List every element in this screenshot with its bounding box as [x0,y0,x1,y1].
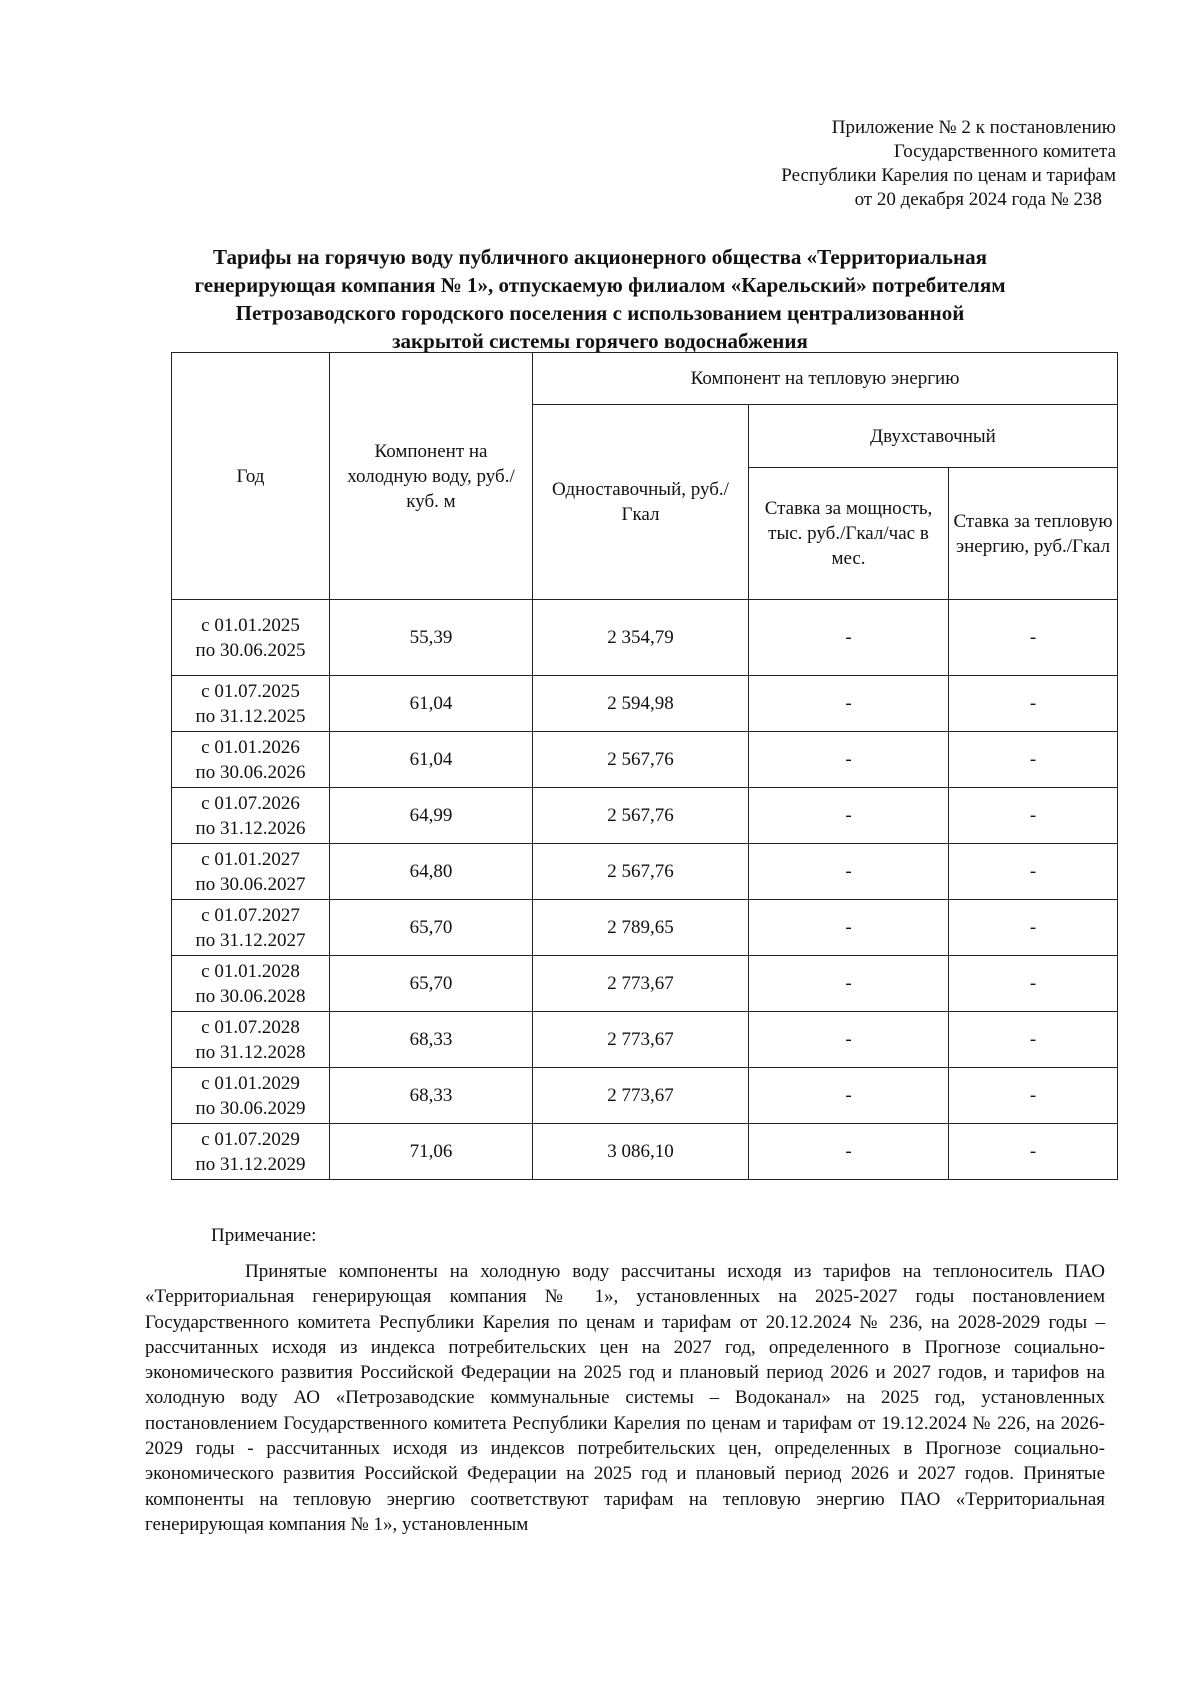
table-row [172,676,1118,732]
cold-water-cell: 61,04 [330,676,533,732]
capacity-rate-cell: - [749,956,949,1012]
capacity-rate-cell: - [749,900,949,956]
energy-rate-cell: - [949,600,1118,676]
single-rate-cell: 3 086,10 [533,1124,749,1180]
single-rate-cell: 2 773,67 [533,1068,749,1124]
table-row [172,900,1118,956]
single-rate-cell: 2 354,79 [533,600,749,676]
appendix-line: Государственного комитета [893,141,1116,162]
capacity-rate-cell: - [749,1068,949,1124]
single-rate-cell: 2 567,76 [533,788,749,844]
energy-rate-cell: - [949,956,1118,1012]
header-single-rate: Одноставочный, руб./Гкал [533,405,749,600]
cold-water-cell: 64,80 [330,844,533,900]
capacity-rate-cell: - [749,732,949,788]
title-line: Тарифы на горячую воду публичного акционерного общества «Территориальная [213,245,987,269]
single-rate-cell: 2 789,65 [533,900,749,956]
capacity-rate-cell: - [749,600,949,676]
energy-rate-cell: - [949,844,1118,900]
appendix-line: от 20 декабря 2024 года № 238 [854,189,1102,210]
period-cell: с 01.01.2027 по 30.06.2027 [172,844,330,900]
note-heading: Примечание: [211,1225,317,1246]
table-row [172,732,1118,788]
header-heat-component: Компонент на тепловую энергию [533,353,1118,405]
table-row [172,1068,1118,1124]
header-two-rate: Двухставочный [749,405,1118,468]
header-capacity-rate: Ставка за мощность, тыс. руб./Гкал/час в мес. [749,468,949,600]
single-rate-cell: 2 567,76 [533,732,749,788]
appendix-line: Республики Карелия по ценам и тарифам [781,165,1116,186]
header-year: Год [172,353,330,600]
period-cell: с 01.01.2026 по 30.06.2026 [172,732,330,788]
cold-water-cell: 55,39 [330,600,533,676]
table-row [172,956,1118,1012]
cold-water-cell: 61,04 [330,732,533,788]
period-cell: с 01.07.2026 по 31.12.2026 [172,788,330,844]
energy-rate-cell: - [949,732,1118,788]
table-row [172,600,1118,676]
capacity-rate-cell: - [749,844,949,900]
energy-rate-cell: - [949,1124,1118,1180]
note-text: Принятые компоненты на холодную воду рассчитаны исходя из тарифов на теплоноситель ПАО «Территориальная генерирующая компания № 1», установленных на 2025-2027 годы постановлением Государственного комитета Республики Карелия по ценам и тарифам от 20.12.2024 № 236, на 2028-2029 годы – рассчитанных исходя из индекса потребительских цен на 2027 год, определенного в Прогнозе социально-экономического развития Российской Федерации на 2025 год и плановый период 2026 и 2027 годов, и тарифов на холодную воду АО «Петрозаводские коммунальные системы – Водоканал» на 2025 год, установленных постановлением Государственного комитета Республики Карелия по ценам и тарифам от 19.12.2024 № 226, на 2026-2029 годы - рассчитанных исходя из индексов потребительских цен, определенных в Прогнозе социально-экономического развития Российской Федерации на 2025 год и плановый период 2026 и 2027 годов. Принятые компоненты на тепловую энергию соответствуют тарифам на тепловую энергию ПАО «Территориальная генерирующая компания № 1», установленным [145,1261,1105,1535]
capacity-rate-cell: - [749,1012,949,1068]
energy-rate-cell: - [949,788,1118,844]
period-cell: с 01.07.2028 по 31.12.2028 [172,1012,330,1068]
energy-rate-cell: - [949,900,1118,956]
title-line: закрытой системы горячего водоснабжения [392,329,808,353]
header-energy-rate: Ставка за тепловую энергию, руб./Гкал [949,468,1118,600]
energy-rate-cell: - [949,1068,1118,1124]
single-rate-cell: 2 567,76 [533,844,749,900]
single-rate-cell: 2 773,67 [533,1012,749,1068]
period-cell: с 01.01.2029 по 30.06.2029 [172,1068,330,1124]
title-line: генерирующая компания № 1», отпускаемую филиалом «Карельский» потребителям [194,273,1006,297]
cold-water-cell: 64,99 [330,788,533,844]
table-row [172,1012,1118,1068]
capacity-rate-cell: - [749,788,949,844]
cold-water-cell: 68,33 [330,1012,533,1068]
single-rate-cell: 2 773,67 [533,956,749,1012]
table-row [172,1124,1118,1180]
cold-water-cell: 71,06 [330,1124,533,1180]
period-cell: с 01.01.2028 по 30.06.2028 [172,956,330,1012]
appendix-line: Приложение № 2 к постановлению [831,117,1116,138]
period-cell: с 01.07.2027 по 31.12.2027 [172,900,330,956]
capacity-rate-cell: - [749,1124,949,1180]
cold-water-cell: 68,33 [330,1068,533,1124]
period-cell: с 01.07.2025 по 31.12.2025 [172,676,330,732]
period-cell: с 01.07.2029 по 31.12.2029 [172,1124,330,1180]
header-cold-water: Компонент на холодную воду, руб./куб. м [330,353,533,600]
tariff-table [171,352,1118,1180]
table-row [172,844,1118,900]
document-title [140,243,1060,355]
title-line: Петрозаводского городского поселения с использованием централизованной [235,301,965,325]
single-rate-cell: 2 594,98 [533,676,749,732]
table-row [172,788,1118,844]
cold-water-cell: 65,70 [330,956,533,1012]
cold-water-cell: 65,70 [330,900,533,956]
period-cell: с 01.01.2025 по 30.06.2025 [172,600,330,676]
energy-rate-cell: - [949,676,1118,732]
appendix-header [700,116,1116,212]
energy-rate-cell: - [949,1012,1118,1068]
capacity-rate-cell: - [749,676,949,732]
